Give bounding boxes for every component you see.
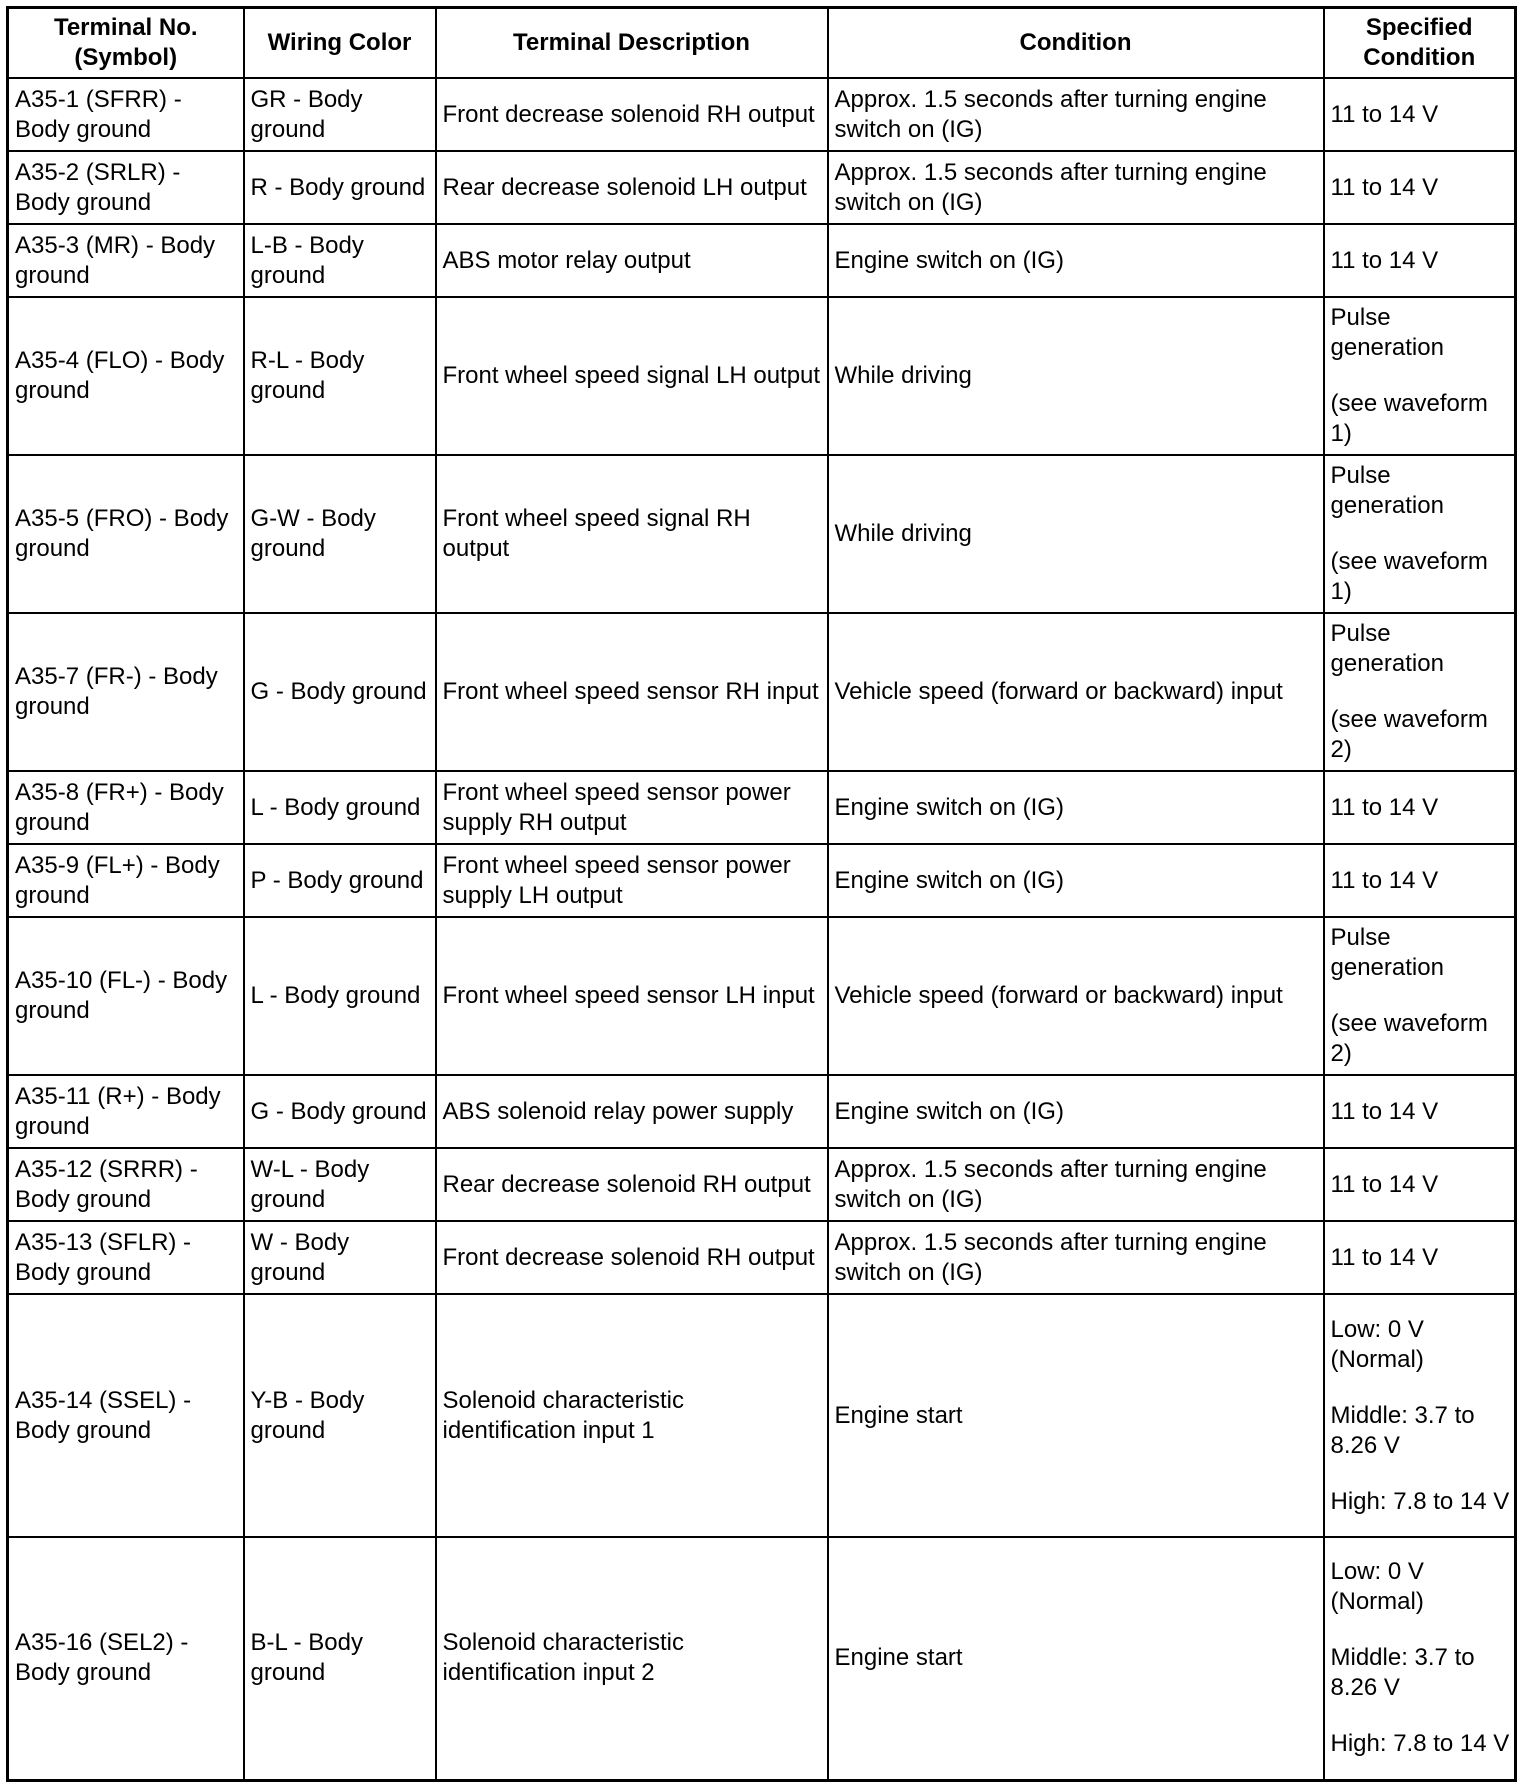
cell-wiring-color: G - Body ground [244, 1075, 436, 1148]
cell-condition: Approx. 1.5 seconds after turning engine switch on (IG) [828, 1221, 1324, 1294]
cell-terminal-description: Front decrease solenoid RH output [436, 78, 828, 151]
specified-line: Low: 0 V (Normal) [1330, 1315, 1424, 1373]
cell-terminal: A35-16 (SEL2) - Body ground [8, 1537, 244, 1780]
specified-line: 11 to 14 V [1330, 866, 1439, 894]
specified-line: 11 to 14 V [1330, 173, 1439, 201]
cell-terminal-description: Front wheel speed sensor RH input [436, 613, 828, 771]
header-terminal-no: Terminal No. (Symbol) [8, 8, 244, 79]
specified-line: High: 7.8 to 14 V [1330, 1487, 1510, 1515]
header-wiring-color: Wiring Color [244, 8, 436, 79]
cell-terminal-description: ABS motor relay output [436, 224, 828, 297]
cell-specified-condition [1324, 151, 1516, 224]
specified-line: (see waveform 1) [1330, 390, 1488, 447]
specified-line: Middle: 3.7 to 8.26 V [1330, 1644, 1475, 1702]
cell-wiring-color: L - Body ground [244, 771, 436, 844]
cell-terminal: A35-2 (SRLR) - Body ground [8, 151, 244, 224]
cell-condition: Engine switch on (IG) [828, 771, 1324, 844]
table-row [8, 1148, 1516, 1221]
cell-wiring-color: P - Body ground [244, 844, 436, 917]
cell-specified-condition [1324, 917, 1516, 1075]
cell-terminal: A35-12 (SRRR) - Body ground [8, 1148, 244, 1221]
cell-condition: While driving [828, 297, 1324, 455]
cell-terminal-description: Rear decrease solenoid LH output [436, 151, 828, 224]
cell-terminal-description: ABS solenoid relay power supply [436, 1075, 828, 1148]
table-row [8, 78, 1516, 151]
cell-terminal: A35-9 (FL+) - Body ground [8, 844, 244, 917]
cell-specified-condition [1324, 1221, 1516, 1294]
specified-line: High: 7.8 to 14 V [1330, 1730, 1510, 1758]
cell-specified-condition [1324, 297, 1516, 455]
header-condition: Condition [828, 8, 1324, 79]
table-row [8, 1075, 1516, 1148]
cell-terminal: A35-3 (MR) - Body ground [8, 224, 244, 297]
table-row [8, 844, 1516, 917]
specified-line: 11 to 14 V [1330, 793, 1439, 821]
cell-terminal-description: Front wheel speed signal RH output [436, 455, 828, 613]
header-row [8, 8, 1516, 79]
cell-specified-condition [1324, 844, 1516, 917]
cell-condition: Engine start [828, 1294, 1324, 1537]
specified-line: Pulse generation [1330, 924, 1444, 981]
cell-wiring-color: Y-B - Body ground [244, 1294, 436, 1537]
cell-terminal: A35-14 (SSEL) - Body ground [8, 1294, 244, 1537]
cell-wiring-color: B-L - Body ground [244, 1537, 436, 1780]
cell-wiring-color: W - Body ground [244, 1221, 436, 1294]
cell-specified-condition [1324, 1537, 1516, 1780]
cell-specified-condition [1324, 1148, 1516, 1221]
cell-terminal: A35-1 (SFRR) - Body ground [8, 78, 244, 151]
table-row [8, 455, 1516, 613]
cell-condition: Engine switch on (IG) [828, 1075, 1324, 1148]
cell-terminal-description: Front wheel speed sensor LH input [436, 917, 828, 1075]
cell-condition: Engine switch on (IG) [828, 844, 1324, 917]
cell-wiring-color: W-L - Body ground [244, 1148, 436, 1221]
specified-line: Pulse generation [1330, 304, 1444, 361]
cell-terminal-description: Front wheel speed sensor power supply RH output [436, 771, 828, 844]
cell-wiring-color: G-W - Body ground [244, 455, 436, 613]
cell-condition: While driving [828, 455, 1324, 613]
specified-line: Low: 0 V (Normal) [1330, 1558, 1424, 1616]
cell-specified-condition [1324, 1075, 1516, 1148]
cell-specified-condition [1324, 613, 1516, 771]
cell-specified-condition [1324, 1294, 1516, 1537]
cell-wiring-color: R - Body ground [244, 151, 436, 224]
specified-line: Middle: 3.7 to 8.26 V [1330, 1401, 1475, 1459]
table-row [8, 771, 1516, 844]
header-specified-condition: Specified Condition [1324, 8, 1516, 79]
cell-wiring-color: R-L - Body ground [244, 297, 436, 455]
header-terminal-description: Terminal Description [436, 8, 828, 79]
cell-terminal: A35-10 (FL-) - Body ground [8, 917, 244, 1075]
cell-terminal: A35-11 (R+) - Body ground [8, 1075, 244, 1148]
cell-condition: Approx. 1.5 seconds after turning engine switch on (IG) [828, 78, 1324, 151]
table-row [8, 1221, 1516, 1294]
specified-line: 11 to 14 V [1330, 1170, 1439, 1198]
table-row [8, 1537, 1516, 1780]
table-row [8, 917, 1516, 1075]
cell-terminal: A35-4 (FLO) - Body ground [8, 297, 244, 455]
cell-specified-condition [1324, 771, 1516, 844]
cell-terminal: A35-8 (FR+) - Body ground [8, 771, 244, 844]
cell-terminal-description: Front wheel speed sensor power supply LH output [436, 844, 828, 917]
cell-terminal-description: Front wheel speed signal LH output [436, 297, 828, 455]
table-row [8, 613, 1516, 771]
table-row [8, 1294, 1516, 1537]
specified-line: 11 to 14 V [1330, 1097, 1439, 1125]
table-row [8, 151, 1516, 224]
cell-wiring-color: L-B - Body ground [244, 224, 436, 297]
specified-line: Pulse generation [1330, 620, 1444, 677]
specified-line: (see waveform 1) [1330, 548, 1488, 605]
cell-condition: Approx. 1.5 seconds after turning engine switch on (IG) [828, 151, 1324, 224]
cell-specified-condition [1324, 224, 1516, 297]
table-row [8, 224, 1516, 297]
cell-condition: Engine switch on (IG) [828, 224, 1324, 297]
cell-specified-condition [1324, 455, 1516, 613]
cell-terminal-description: Solenoid characteristic identification input 2 [436, 1537, 828, 1780]
terminal-spec-table [6, 6, 1517, 1782]
specified-line: (see waveform 2) [1330, 1010, 1488, 1067]
specified-line: Pulse generation [1330, 462, 1444, 519]
cell-condition: Vehicle speed (forward or backward) input [828, 917, 1324, 1075]
specified-line: 11 to 14 V [1330, 100, 1439, 128]
cell-terminal: A35-13 (SFLR) - Body ground [8, 1221, 244, 1294]
specified-line: 11 to 14 V [1330, 246, 1439, 274]
cell-terminal-description: Front decrease solenoid RH output [436, 1221, 828, 1294]
cell-terminal-description: Solenoid characteristic identification input 1 [436, 1294, 828, 1537]
cell-specified-condition [1324, 78, 1516, 151]
cell-condition: Vehicle speed (forward or backward) input [828, 613, 1324, 771]
cell-terminal: A35-7 (FR-) - Body ground [8, 613, 244, 771]
cell-condition: Engine start [828, 1537, 1324, 1780]
cell-condition: Approx. 1.5 seconds after turning engine switch on (IG) [828, 1148, 1324, 1221]
cell-wiring-color: G - Body ground [244, 613, 436, 771]
cell-wiring-color: GR - Body ground [244, 78, 436, 151]
cell-terminal-description: Rear decrease solenoid RH output [436, 1148, 828, 1221]
specified-line: 11 to 14 V [1330, 1243, 1439, 1271]
cell-wiring-color: L - Body ground [244, 917, 436, 1075]
cell-terminal: A35-5 (FRO) - Body ground [8, 455, 244, 613]
specified-line: (see waveform 2) [1330, 706, 1488, 763]
table-row [8, 297, 1516, 455]
